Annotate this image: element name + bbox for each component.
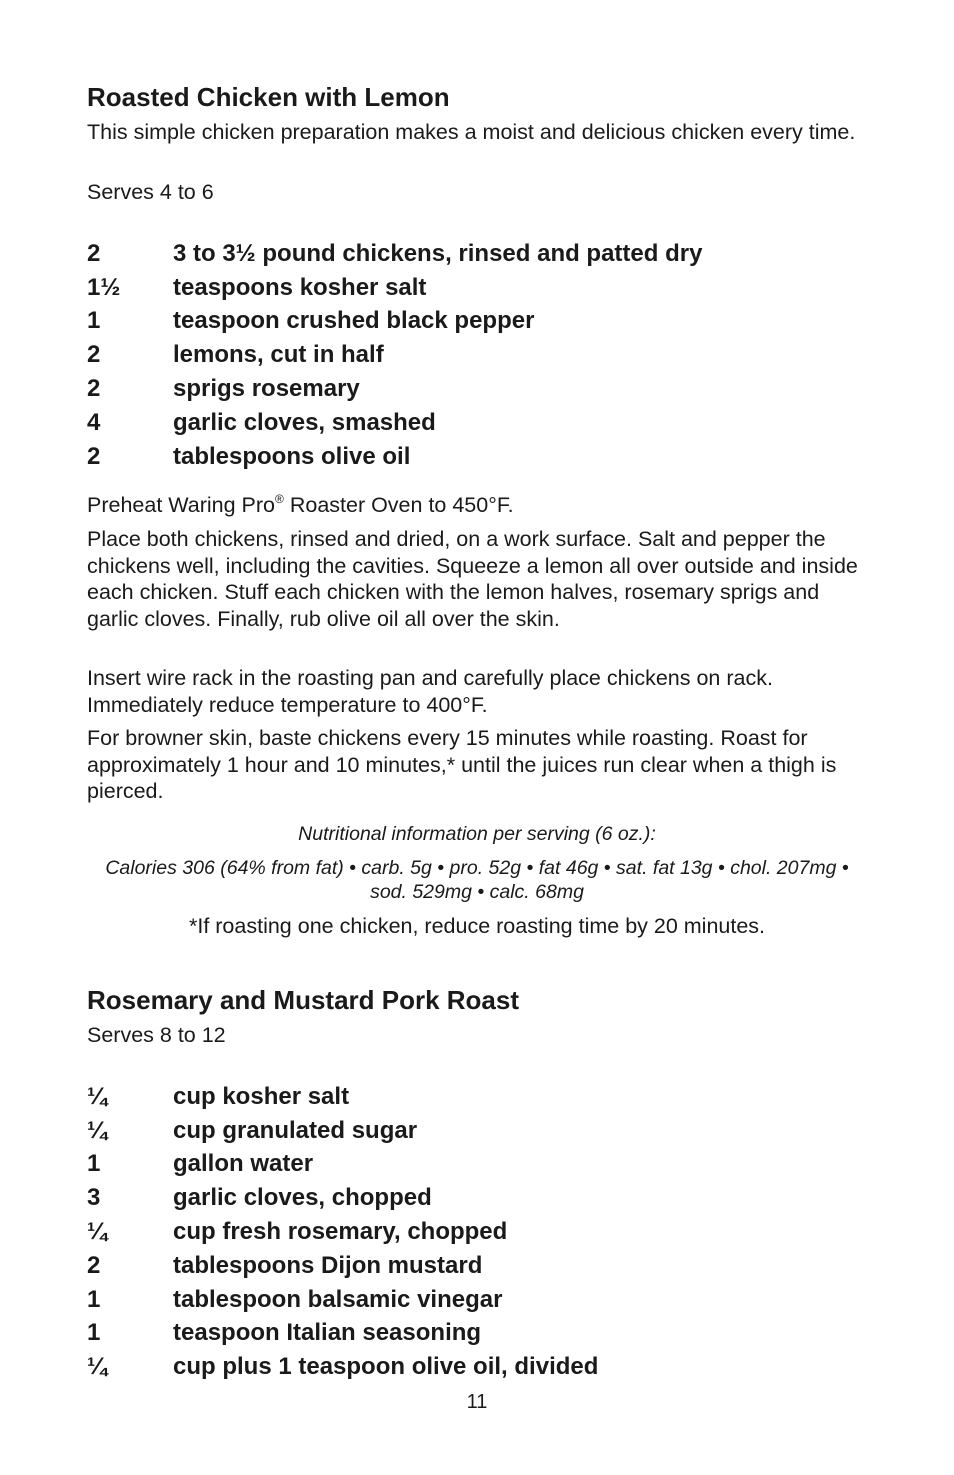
servings: Serves 4 to 6 — [87, 180, 214, 204]
ingredient-row — [87, 1080, 598, 1114]
ingredient-qty: 3 — [87, 1184, 101, 1212]
ingredient-qty: 4 — [87, 408, 101, 436]
ingredient-row — [87, 1114, 598, 1148]
ingredient-item: cup granulated sugar — [173, 1116, 418, 1144]
ingredient-list — [87, 1080, 598, 1384]
ingredient-item: gallon water — [173, 1150, 314, 1178]
ingredient-qty: 1 — [87, 1150, 101, 1178]
ingredient-qty: 2 — [87, 375, 101, 403]
ingredient-item: sprigs rosemary — [173, 375, 360, 403]
ingredient-row — [87, 237, 702, 271]
ingredient-item: garlic cloves, chopped — [173, 1184, 432, 1212]
ingredient-row — [87, 271, 702, 305]
ingredient-qty: 2 — [87, 442, 101, 470]
ingredient-qty: 1½ — [87, 273, 121, 301]
ingredient-row — [87, 372, 702, 406]
recipe-title: Rosemary and Mustard Pork Roast — [87, 985, 520, 1015]
ingredient-item: tablespoon balsamic vinegar — [173, 1285, 503, 1313]
instruction-text: Roaster Oven to 450°F. — [283, 493, 514, 517]
ingredient-item: cup fresh rosemary, chopped — [173, 1218, 508, 1246]
ingredient-item: teaspoons kosher salt — [173, 273, 427, 301]
servings: Serves 8 to 12 — [87, 1023, 226, 1047]
ingredient-qty: 1 — [87, 1285, 101, 1313]
instruction-step: Insert wire rack in the roasting pan and carefully place chickens on rack. Immediately reduce temperature to 400°F. — [87, 666, 773, 717]
ingredient-qty: 1 — [87, 1319, 101, 1347]
registered-mark: ® — [275, 492, 284, 506]
nutrition-heading: Nutritional information per serving (6 oz.): — [298, 823, 656, 845]
ingredient-qty: ¼ — [87, 1116, 108, 1144]
ingredient-list — [87, 237, 702, 474]
ingredient-item: tablespoons Dijon mustard — [173, 1251, 483, 1279]
ingredient-row — [87, 1350, 598, 1384]
ingredient-row — [87, 1215, 598, 1249]
ingredient-row — [87, 1317, 598, 1351]
instruction-step: Place both chickens, rinsed and dried, on a work surface. Salt and pepper the chickens well, including the cavities. Squeeze a lemon all over outside and inside each chicken. Stuff each chicken with the lemon halves, rosemary sprigs and garlic cloves. Finally, rub olive oil all over the skin. — [87, 527, 858, 631]
ingredient-item: garlic cloves, smashed — [173, 408, 436, 436]
ingredient-qty: ¼ — [87, 1353, 108, 1381]
ingredient-item: teaspoon crushed black pepper — [173, 307, 535, 335]
ingredient-item: cup plus 1 teaspoon olive oil, divided — [173, 1353, 599, 1381]
instruction-step — [87, 492, 862, 519]
instruction-step: For browner skin, baste chickens every 15 minutes while roasting. Roast for approximately 1 hour and 10 minutes,* until the juices run clear when a thigh is pierced. — [87, 726, 837, 803]
ingredient-qty: 2 — [87, 1251, 101, 1279]
ingredient-qty: ¼ — [87, 1218, 108, 1246]
ingredient-item: tablespoons olive oil — [173, 442, 411, 470]
ingredient-qty: 2 — [87, 239, 101, 267]
ingredient-row — [87, 1148, 598, 1182]
page-number: 11 — [466, 1391, 488, 1413]
ingredient-item: lemons, cut in half — [173, 341, 384, 369]
ingredient-qty: 2 — [87, 341, 101, 369]
ingredient-qty: 1 — [87, 307, 101, 335]
ingredient-row — [87, 1181, 598, 1215]
nutrition-values: Calories 306 (64% from fat) • carb. 5g • pro. 52g • fat 46g • sat. fat 13g • chol. 207mg • sod. 529mg • calc. 68mg — [105, 857, 849, 903]
instruction-text: Preheat Waring Pro — [87, 493, 276, 517]
ingredient-row — [87, 1283, 598, 1317]
recipe-description: This simple chicken preparation makes a moist and delicious chicken every time. — [87, 120, 856, 144]
ingredient-row — [87, 338, 702, 372]
ingredient-item: 3 to 3½ pound chickens, rinsed and patted dry — [173, 239, 703, 267]
ingredient-row — [87, 305, 702, 339]
ingredient-row — [87, 406, 702, 440]
ingredient-qty: ¼ — [87, 1082, 108, 1110]
ingredient-row — [87, 1249, 598, 1283]
footnote: *If roasting one chicken, reduce roasting time by 20 minutes. — [188, 914, 766, 938]
ingredient-row — [87, 440, 702, 474]
ingredient-item: teaspoon Italian seasoning — [173, 1319, 482, 1347]
recipe-title: Roasted Chicken with Lemon — [87, 82, 450, 112]
ingredient-item: cup kosher salt — [173, 1082, 350, 1110]
